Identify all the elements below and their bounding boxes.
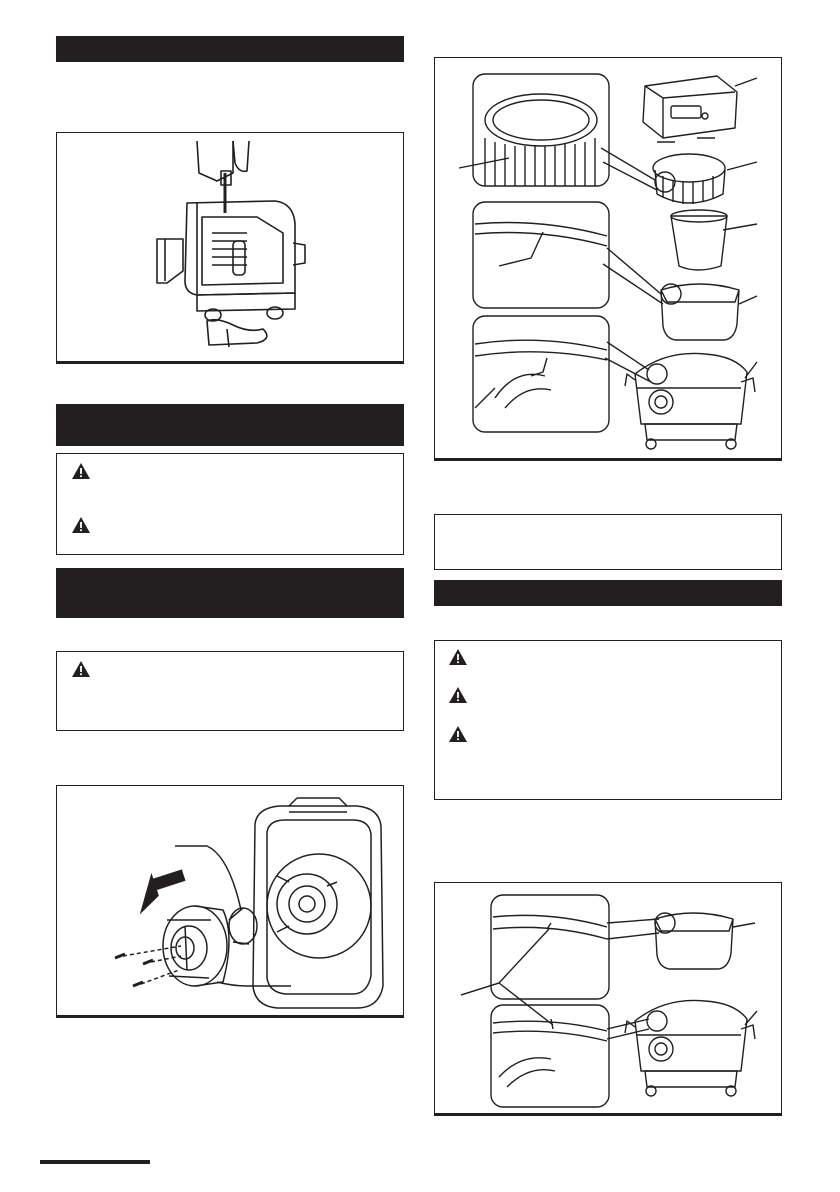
section-header-bar-1 (56, 36, 404, 62)
warning-triangle-icon (72, 517, 90, 533)
figure-bag-install (434, 882, 782, 1116)
warning-triangle-icon (449, 649, 467, 665)
warning-box-3 (434, 640, 782, 800)
figure-hose-adapter (56, 785, 404, 1018)
warning-triangle-icon (449, 687, 467, 703)
warning-triangle-icon (449, 726, 467, 742)
section-header-bar-2 (56, 404, 404, 446)
figure-carrying (56, 132, 404, 364)
warning-box-1 (56, 453, 404, 555)
carrying-vacuum-illustration (57, 133, 402, 359)
page-footer-rule (40, 1160, 150, 1164)
section-header-bar-4 (434, 580, 782, 606)
filter-assembly-exploded-illustration (435, 58, 780, 456)
warning-triangle-icon (72, 463, 90, 479)
figure-filter-parts (434, 57, 782, 461)
note-box (434, 514, 782, 570)
section-header-bar-3 (56, 568, 404, 618)
direction-arrow-icon (129, 864, 191, 915)
hose-adapter-removal-illustration (57, 786, 402, 1014)
warning-triangle-icon (72, 661, 90, 677)
dust-bag-installation-illustration (435, 883, 780, 1111)
warning-box-2 (56, 651, 404, 731)
